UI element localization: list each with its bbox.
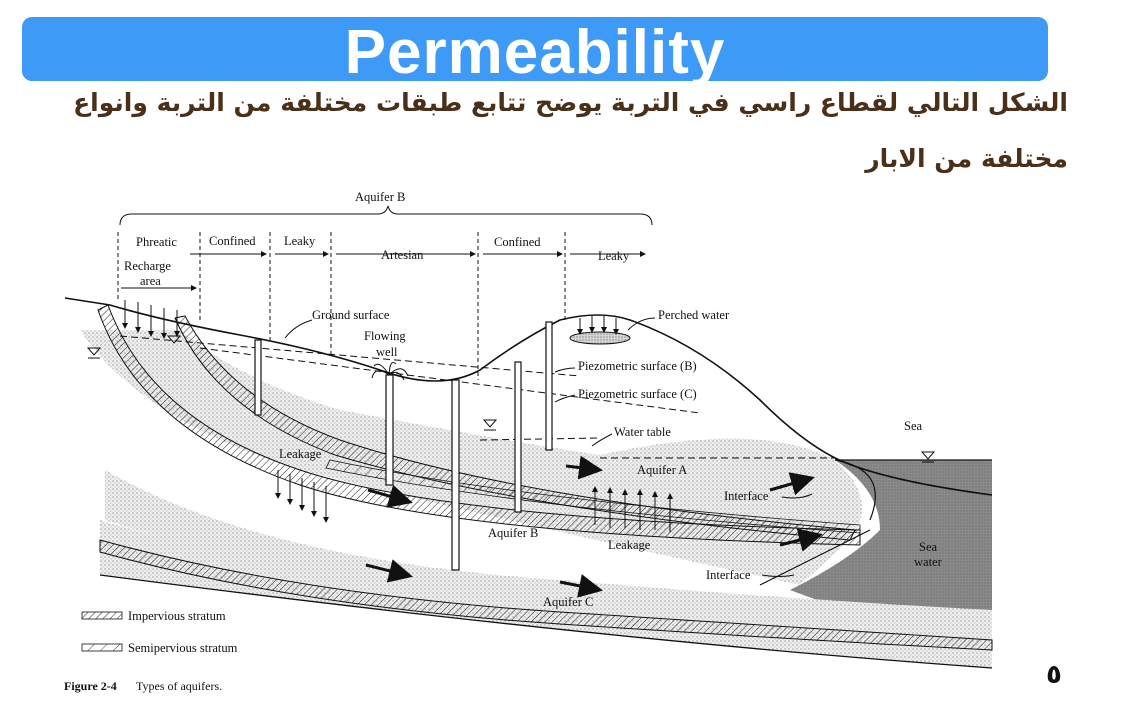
flowing-well-label-1: Flowing <box>364 329 406 343</box>
aquifer-a-label: Aquifer A <box>637 463 688 477</box>
legend-impervious-swatch <box>82 612 122 619</box>
zone-confined-left: Confined <box>209 234 256 248</box>
zone-leaky-right: Leaky <box>598 249 630 263</box>
well-shallow <box>546 322 552 450</box>
water-level-symbol-mid <box>484 420 496 430</box>
aquifer-b-brace-label: Aquifer B <box>355 190 406 204</box>
zone-leaky-left: Leaky <box>284 234 316 248</box>
perched-recharge-arrows <box>580 316 616 334</box>
interface-top-label: Interface <box>724 489 769 503</box>
perched-water-lens <box>570 332 630 344</box>
well-aquifer-b <box>515 362 521 512</box>
zone-confined-right: Confined <box>494 235 541 249</box>
zone-artesian: Artesian <box>381 248 424 262</box>
piezometric-b-label: Piezometric surface (B) <box>578 359 697 373</box>
leakage-left-label: Leakage <box>279 447 322 461</box>
perched-water-label: Perched water <box>658 308 730 322</box>
arabic-description-line-2: مختلفة من الابار <box>865 144 1068 173</box>
well-deep <box>452 380 459 570</box>
figure-caption-text: Types of aquifers. <box>136 679 223 693</box>
sea-label: Sea <box>904 419 923 433</box>
piezometric-c-label: Piezometric surface (C) <box>578 387 697 401</box>
legend-semipervious-label: Semipervious stratum <box>128 641 238 655</box>
legend-semipervious-swatch <box>82 644 122 651</box>
leakage-bottom-label: Leakage <box>608 538 651 552</box>
page-number: ٥ <box>1046 660 1062 690</box>
recharge-label-1: Recharge <box>124 259 171 273</box>
aquifer-b-brace <box>120 206 652 225</box>
flowing-well-label-2: well <box>376 345 398 359</box>
figure-caption-number: Figure 2-4 <box>64 679 117 693</box>
water-table-label: Water table <box>614 425 671 439</box>
ground-surface-label: Ground surface <box>312 308 390 322</box>
sea-water-label-2: water <box>914 555 942 569</box>
legend-impervious-label: Impervious stratum <box>128 609 226 623</box>
well-flowing <box>386 375 393 485</box>
zone-phreatic: Phreatic <box>136 235 177 249</box>
well-1 <box>255 340 261 415</box>
sea-water-label-1: Sea <box>919 540 938 554</box>
aquifer-c-label: Aquifer C <box>543 595 594 609</box>
slide-title: Permeability <box>344 18 726 87</box>
arabic-description-line-1: الشكل التالي لقطاع راسي في التربة يوضح تتابع طبقات مختلفة من التربة وانواع <box>73 88 1068 117</box>
aquifer-b-label: Aquifer B <box>488 526 539 540</box>
legend <box>82 609 238 655</box>
interface-bottom-label: Interface <box>706 568 751 582</box>
recharge-label-2: area <box>140 274 161 288</box>
